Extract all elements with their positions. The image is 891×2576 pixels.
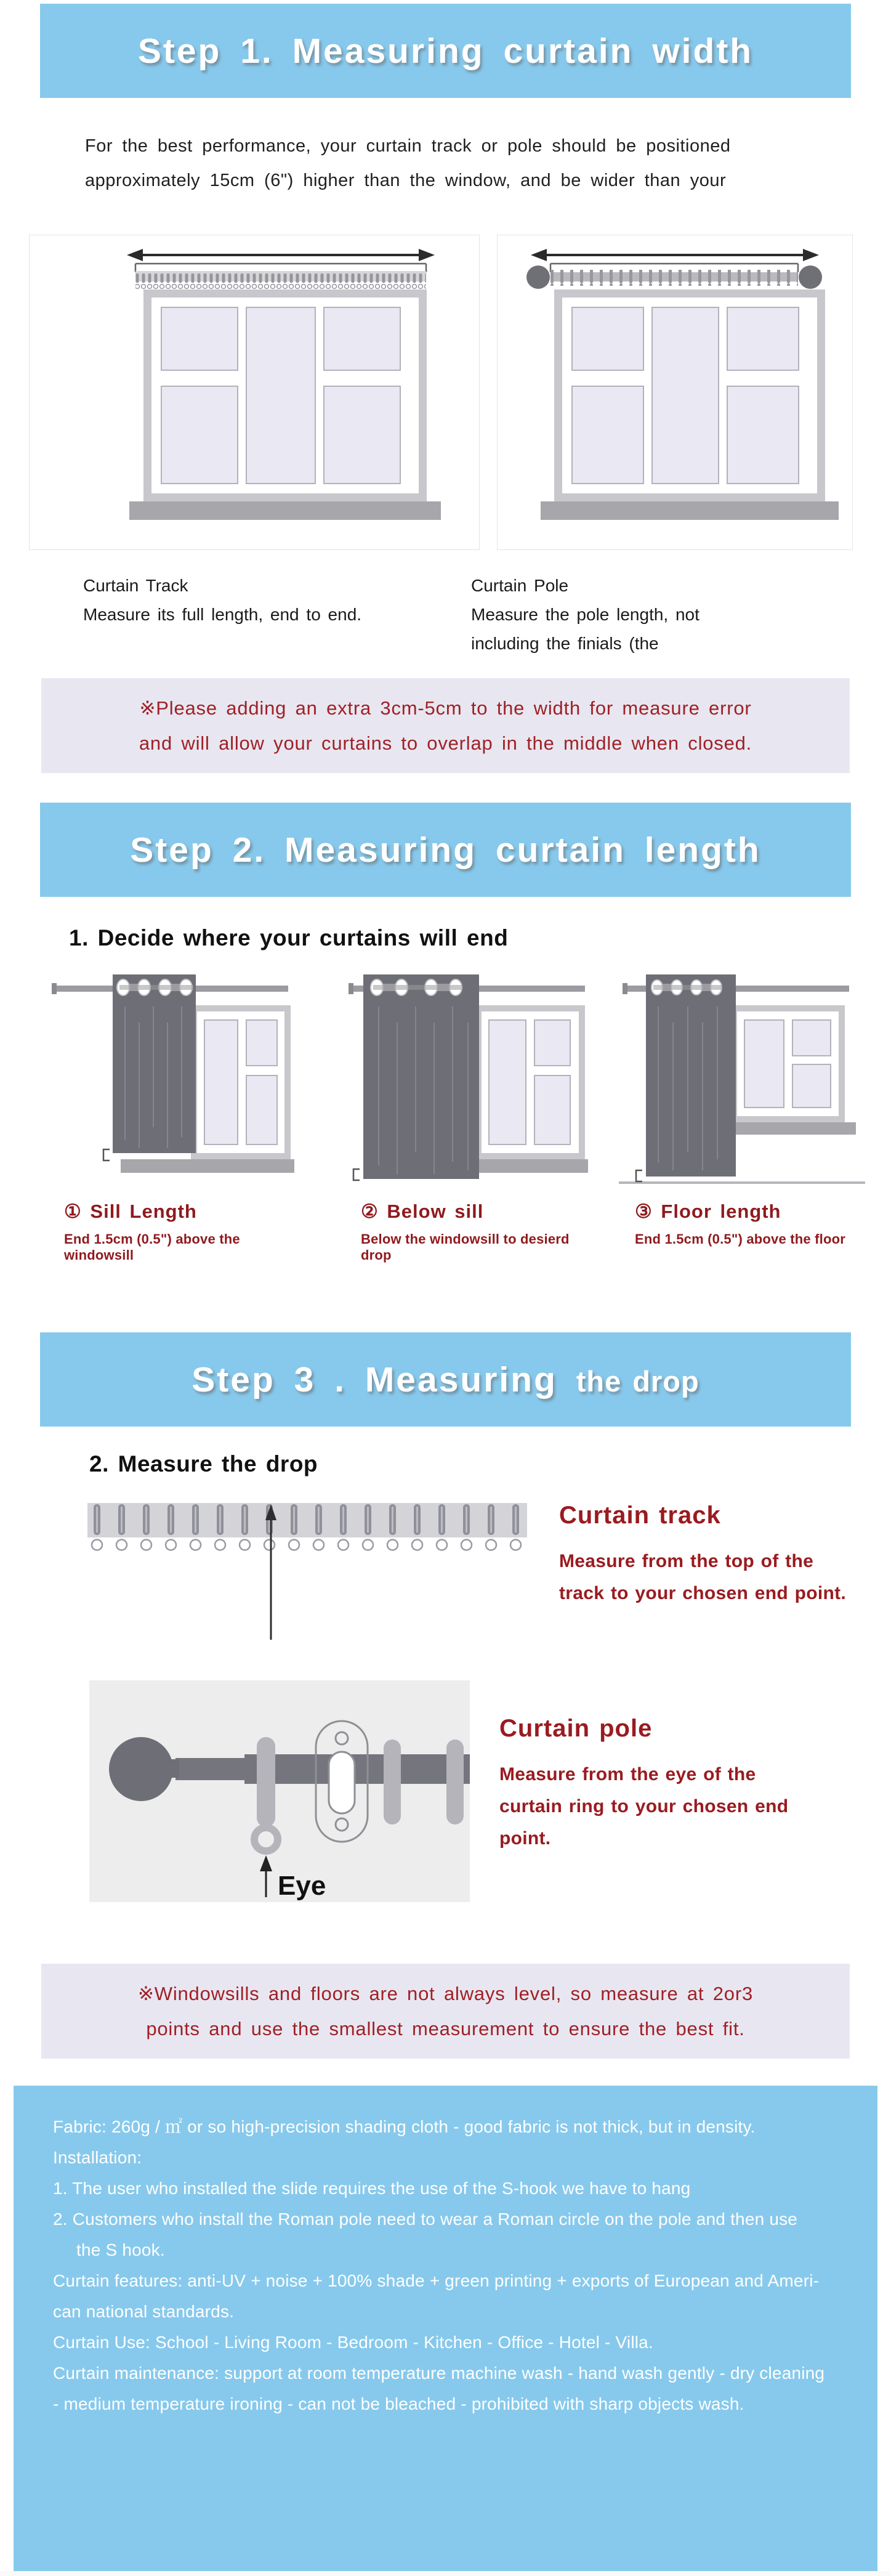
drop-track-section (86, 1499, 891, 1641)
below-sill-caption (361, 1201, 591, 1263)
floor-length-desc: End 1.5cm (0.5") above the floor (635, 1231, 846, 1247)
curtain-ring (446, 1740, 464, 1825)
curtain-track-icon (135, 271, 426, 290)
drop-pole-section (89, 1680, 891, 1902)
curtain-track-figure (29, 235, 480, 550)
bottom-margin (0, 2571, 891, 2576)
footer-line: the S hook. (76, 2240, 165, 2259)
floor-length-figure (619, 967, 865, 1247)
footer-line: 2. Customers who install the Roman pole need to wear a Roman circle on the pole and then use (53, 2209, 798, 2229)
level-note-line2: points and use the smallest measurement to ensure the best fit. (146, 2018, 745, 2039)
measure-end-bracket (636, 1170, 642, 1181)
curtain-pole-desc1: Measure the pole length, not (471, 605, 699, 624)
window-illustration (541, 290, 839, 520)
floor-length-label: ③ Floor length (635, 1201, 781, 1222)
floor-length-illustration (619, 967, 865, 1190)
below-sill-illustration (345, 967, 591, 1190)
below-sill-desc: Below the windowsill to desierd drop (361, 1231, 570, 1263)
step1-intro-line1: For the best performance, your curtain track or pole should be positioned (85, 136, 731, 156)
drop-track-text (559, 1499, 846, 1641)
sill-length-illustration (48, 967, 294, 1190)
step3-banner (40, 1332, 851, 1427)
level-note-line1: ※Windowsills and floors are not always level, so measure at 2or3 (137, 1983, 754, 2004)
footer-line: 1. The user who installed the slide requires the use of the S-hook we have to hang (53, 2179, 691, 2198)
curtain-pole-icon (526, 265, 822, 289)
step3-banner-sub: the drop (576, 1364, 699, 1398)
step1-figures (29, 235, 891, 550)
step2-heading: 1. Decide where your curtains will end (69, 925, 509, 950)
sill-length-caption (64, 1201, 294, 1263)
step1-banner (40, 4, 851, 98)
measure-bracket (135, 264, 426, 272)
drop-track-desc (559, 1545, 846, 1610)
curtain-panel (646, 974, 736, 1177)
curtain-panel (363, 974, 479, 1179)
below-sill-label: ② Below sill (361, 1201, 484, 1222)
footer-line: can national standards. (53, 2302, 235, 2321)
width-note (41, 678, 850, 773)
step2-banner (40, 803, 851, 897)
windowsill (541, 501, 839, 520)
floor-line (619, 1181, 865, 1184)
step3-banner-main: Step 3 . Measuring (192, 1359, 557, 1399)
width-note-line2: and will allow your curtains to overlap in the middle when closed. (139, 732, 752, 754)
sill-length-figure (48, 967, 294, 1263)
curtain-pole-desc2: including the finials (the (471, 634, 659, 653)
curtain-pole-label (471, 571, 699, 658)
curtain-panel (113, 974, 196, 1153)
step3-banner-title (192, 1359, 699, 1400)
sill-length-desc: End 1.5cm (0.5") above the windowsill (64, 1231, 240, 1263)
measure-end-bracket (103, 1149, 110, 1160)
curtain-pole-figure (497, 235, 853, 550)
floor-length-caption (635, 1201, 865, 1247)
step2-figures (0, 967, 891, 1263)
curtain-pole-window-illustration (498, 235, 851, 548)
footer-line: Fabric: 260g / ㎡ or so high-precision shading cloth - good fabric is not thick, but in density. (53, 2117, 756, 2136)
drop-pole-desc1: Measure from the eye of the (499, 1764, 756, 1784)
window-illustration (129, 290, 441, 520)
below-sill-figure (345, 967, 591, 1263)
drop-track-desc2: track to your chosen end point. (559, 1583, 847, 1603)
curtain-track-desc: Measure its full length, end to end. (83, 605, 362, 624)
curtain-ring-with-eye (254, 1737, 278, 1851)
footer-line: Curtain maintenance: support at room temperature machine wash - hand wash gently - dry cleaning (53, 2363, 825, 2383)
curtain-track-label (83, 571, 361, 629)
footer-line: Curtain Use: School - Living Room - Bedroom - Kitchen - Office - Hotel - Villa. (53, 2333, 653, 2352)
step3-heading: 2. Measure the drop (89, 1451, 318, 1476)
drop-track-title: Curtain track (559, 1502, 721, 1529)
level-note (41, 1964, 850, 2059)
windowsill (129, 501, 441, 520)
drop-pole-title: Curtain pole (499, 1715, 653, 1742)
sill-length-label: ① Sill Length (64, 1201, 197, 1222)
drop-pole-desc2: curtain ring to your chosen end (499, 1796, 789, 1817)
measure-end-bracket (353, 1169, 360, 1180)
curtain-track-title: Curtain Track (83, 576, 188, 595)
drop-pole-desc (499, 1759, 788, 1855)
drop-track-illustration (86, 1499, 530, 1641)
curtain-ring (384, 1740, 401, 1825)
drop-pole-desc3: point. (499, 1828, 551, 1849)
footer-line: Curtain features: anti-UV + noise + 100% shade + green printing + exports of European and Ameri- (53, 2271, 820, 2290)
width-note-line1: ※Please adding an extra 3cm-5cm to the width for measure error (139, 697, 752, 719)
step2-banner-title: Step 2. Measuring curtain length (130, 830, 761, 870)
drop-pole-illustration (89, 1680, 470, 1902)
footer-line: Installation: (53, 2148, 142, 2167)
eye-label: Eye (278, 1871, 326, 1901)
drop-pole-text (499, 1680, 788, 1902)
curtain-pole-title: Curtain Pole (471, 576, 569, 595)
footer-line: - medium temperature ironing - can not be bleached - prohibited with sharp objects wash. (53, 2394, 744, 2413)
step1-labels (0, 571, 891, 663)
product-info-footer (14, 2086, 877, 2571)
width-arrow-icon (531, 249, 819, 261)
curtain-track-window-illustration (30, 235, 478, 548)
step1-intro (85, 129, 848, 198)
step1-banner-title: Step 1. Measuring curtain width (137, 31, 754, 71)
drop-track-desc1: Measure from the top of the (559, 1551, 814, 1571)
step1-intro-line2: approximately 15cm (6") higher than the window, and be wider than your (85, 171, 727, 190)
width-arrow-icon (127, 249, 435, 261)
